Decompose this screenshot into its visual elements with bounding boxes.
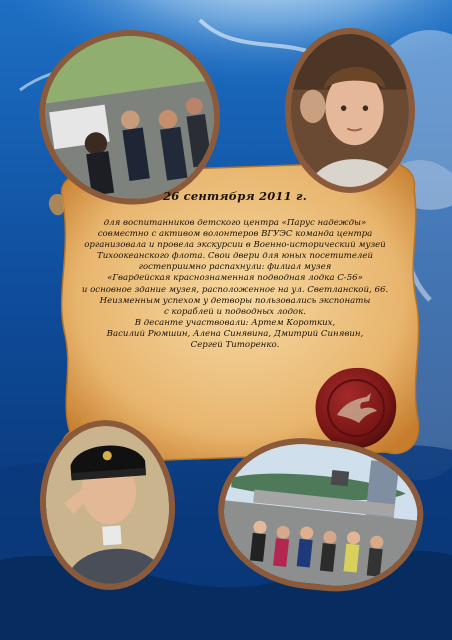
photo-boy-portrait xyxy=(285,28,415,193)
participants-line: Сергей Титоренко. xyxy=(190,340,280,351)
body-line: для воспитанников детского центра «Парус надежды» xyxy=(103,218,367,228)
body-line: гостеприимно распахнули: филиал музея xyxy=(138,262,332,273)
event-description xyxy=(70,189,400,351)
body-line: «Гвардейская краснознаменная подводная лодка С-56» xyxy=(107,273,363,284)
body-line: и основное здание музея, расположенное на ул. Светланской, 66. xyxy=(81,284,389,295)
participants-line: Василий Рюмшин, Алена Синявина, Дмитрий Синявин, xyxy=(106,328,364,339)
participants-line: В десанте участвовали: Артем Коротких, xyxy=(134,317,336,328)
body-line: Неизменным успехом у детворы пользовались экспонаты xyxy=(99,295,371,306)
body-line: с кораблей и подводных лодок. xyxy=(164,306,306,317)
body-line: Тихоокеанского флота. Свои двери для юных посетителей xyxy=(96,251,374,262)
event-date-title: 26 сентября 2011 г. xyxy=(163,189,307,203)
body-line: совместно с активом волонтеров ВГУЭС команда центра xyxy=(97,229,373,240)
wax-seal-eagle-icon xyxy=(313,365,399,451)
body-line: организовала и провела экскурсии в Военно-исторический музей xyxy=(84,240,386,251)
